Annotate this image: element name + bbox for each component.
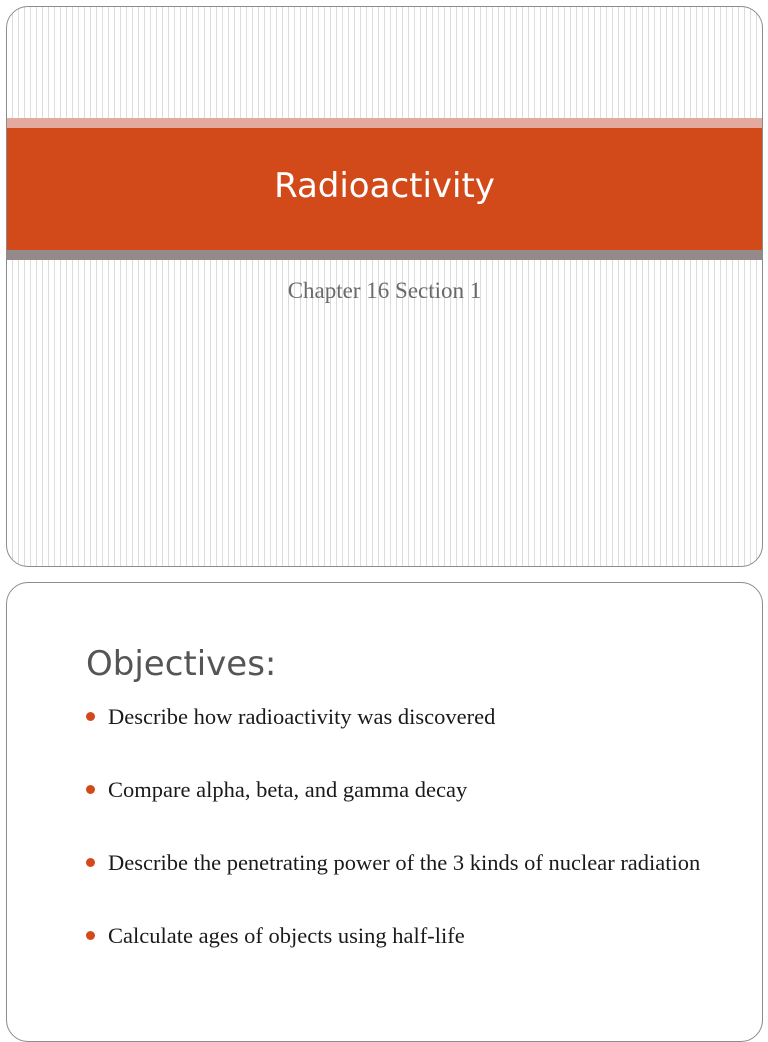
objective-text: Compare alpha, beta, and gamma decay bbox=[108, 777, 468, 802]
objective-text: Calculate ages of objects using half-life bbox=[108, 923, 465, 948]
bullet-dot-icon bbox=[86, 785, 95, 794]
bullet-dot-icon bbox=[86, 858, 95, 867]
objectives-list bbox=[86, 703, 726, 995]
objective-item bbox=[86, 922, 726, 949]
objective-text: Describe the penetrating power of the 3 kinds of nuclear radiation bbox=[108, 850, 701, 875]
slide-subtitle: Chapter 16 Section 1 bbox=[287, 278, 482, 303]
bullet-dot-icon bbox=[86, 712, 95, 721]
objective-text: Describe how radioactivity was discovered bbox=[108, 704, 496, 729]
title-slide bbox=[6, 6, 763, 567]
slide-title: Radioactivity bbox=[274, 166, 495, 206]
objectives-slide bbox=[6, 582, 763, 1042]
objectives-heading: Objectives: bbox=[86, 644, 277, 684]
objective-item bbox=[86, 776, 726, 803]
bullet-dot-icon bbox=[86, 931, 95, 940]
objective-item bbox=[86, 703, 726, 730]
objective-item bbox=[86, 849, 726, 876]
title-band-top-stripe bbox=[7, 118, 762, 128]
title-band-bottom-stripe bbox=[7, 250, 762, 260]
